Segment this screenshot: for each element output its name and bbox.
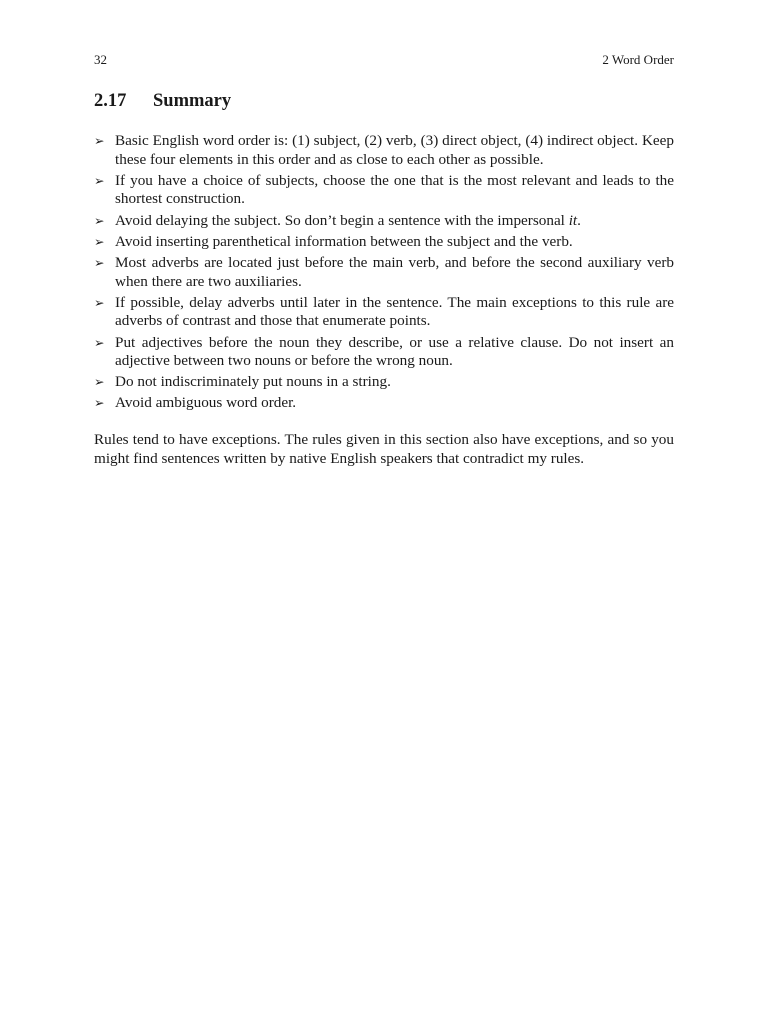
- running-head: [94, 52, 674, 68]
- page-number: 32: [94, 52, 107, 67]
- list-item: [94, 233, 674, 252]
- list-item-text: If possible, delay adverbs until later in the sentence. The main exceptions to this rule are adverbs of contrast and those that enumerate points.: [115, 293, 674, 330]
- arrowhead-bullet-icon: ➢: [94, 233, 105, 249]
- section-title: Summary: [153, 91, 232, 111]
- list-item-text: Do not indiscriminately put nouns in a string.: [115, 373, 391, 391]
- section-heading: [94, 90, 674, 112]
- list-item-text: Most adverbs are located just before the main verb, and before the second auxiliary verb when there are two auxiliaries.: [115, 253, 674, 290]
- list-item: [94, 394, 674, 413]
- list-item: [94, 212, 674, 231]
- arrowhead-bullet-icon: ➢: [94, 254, 105, 270]
- summary-list: [94, 132, 674, 413]
- arrowhead-bullet-icon: ➢: [94, 334, 105, 350]
- list-item-text-after: .: [577, 211, 581, 229]
- page: [94, 52, 674, 484]
- emphasis-it: it: [568, 211, 578, 229]
- arrowhead-bullet-icon: ➢: [94, 212, 105, 228]
- list-item: [94, 172, 674, 209]
- chapter-title: 2 Word Order: [602, 52, 674, 67]
- section-number: 2.17: [94, 91, 127, 111]
- arrowhead-bullet-icon: ➢: [94, 374, 105, 390]
- arrowhead-bullet-icon: ➢: [94, 395, 105, 411]
- list-item: [94, 294, 674, 331]
- list-item-text: Avoid inserting parenthetical information between the subject and the verb.: [115, 232, 573, 250]
- list-item: [94, 334, 674, 371]
- list-item-text: Put adjectives before the noun they describe, or use a relative clause. Do not insert an adjective between two nouns or before the wrong noun.: [115, 333, 674, 370]
- list-item-text: [115, 212, 674, 231]
- list-item: [94, 254, 674, 291]
- list-item-text: Basic English word order is: (1) subject, (2) verb, (3) direct object, (4) indirect object. Keep these four elements in this order and as close to each other as possible.: [115, 132, 674, 168]
- list-item: [94, 132, 674, 169]
- list-item-text: Avoid ambiguous word order.: [115, 394, 297, 412]
- list-item-text-before: Avoid delaying the subject. So don’t begin a sentence with the impersonal: [115, 211, 569, 229]
- list-item-text: If you have a choice of subjects, choose the one that is the most relevant and leads to the shortest construction.: [115, 171, 674, 208]
- list-item: [94, 373, 674, 392]
- arrowhead-bullet-icon: ➢: [94, 294, 105, 310]
- arrowhead-bullet-icon: ➢: [94, 172, 105, 188]
- closing-paragraph: Rules tend to have exceptions. The rules given in this section also have exceptions, and so you might find sentences written by native English speakers that contradict my rules.: [94, 431, 674, 468]
- arrowhead-bullet-icon: ➢: [94, 133, 105, 148]
